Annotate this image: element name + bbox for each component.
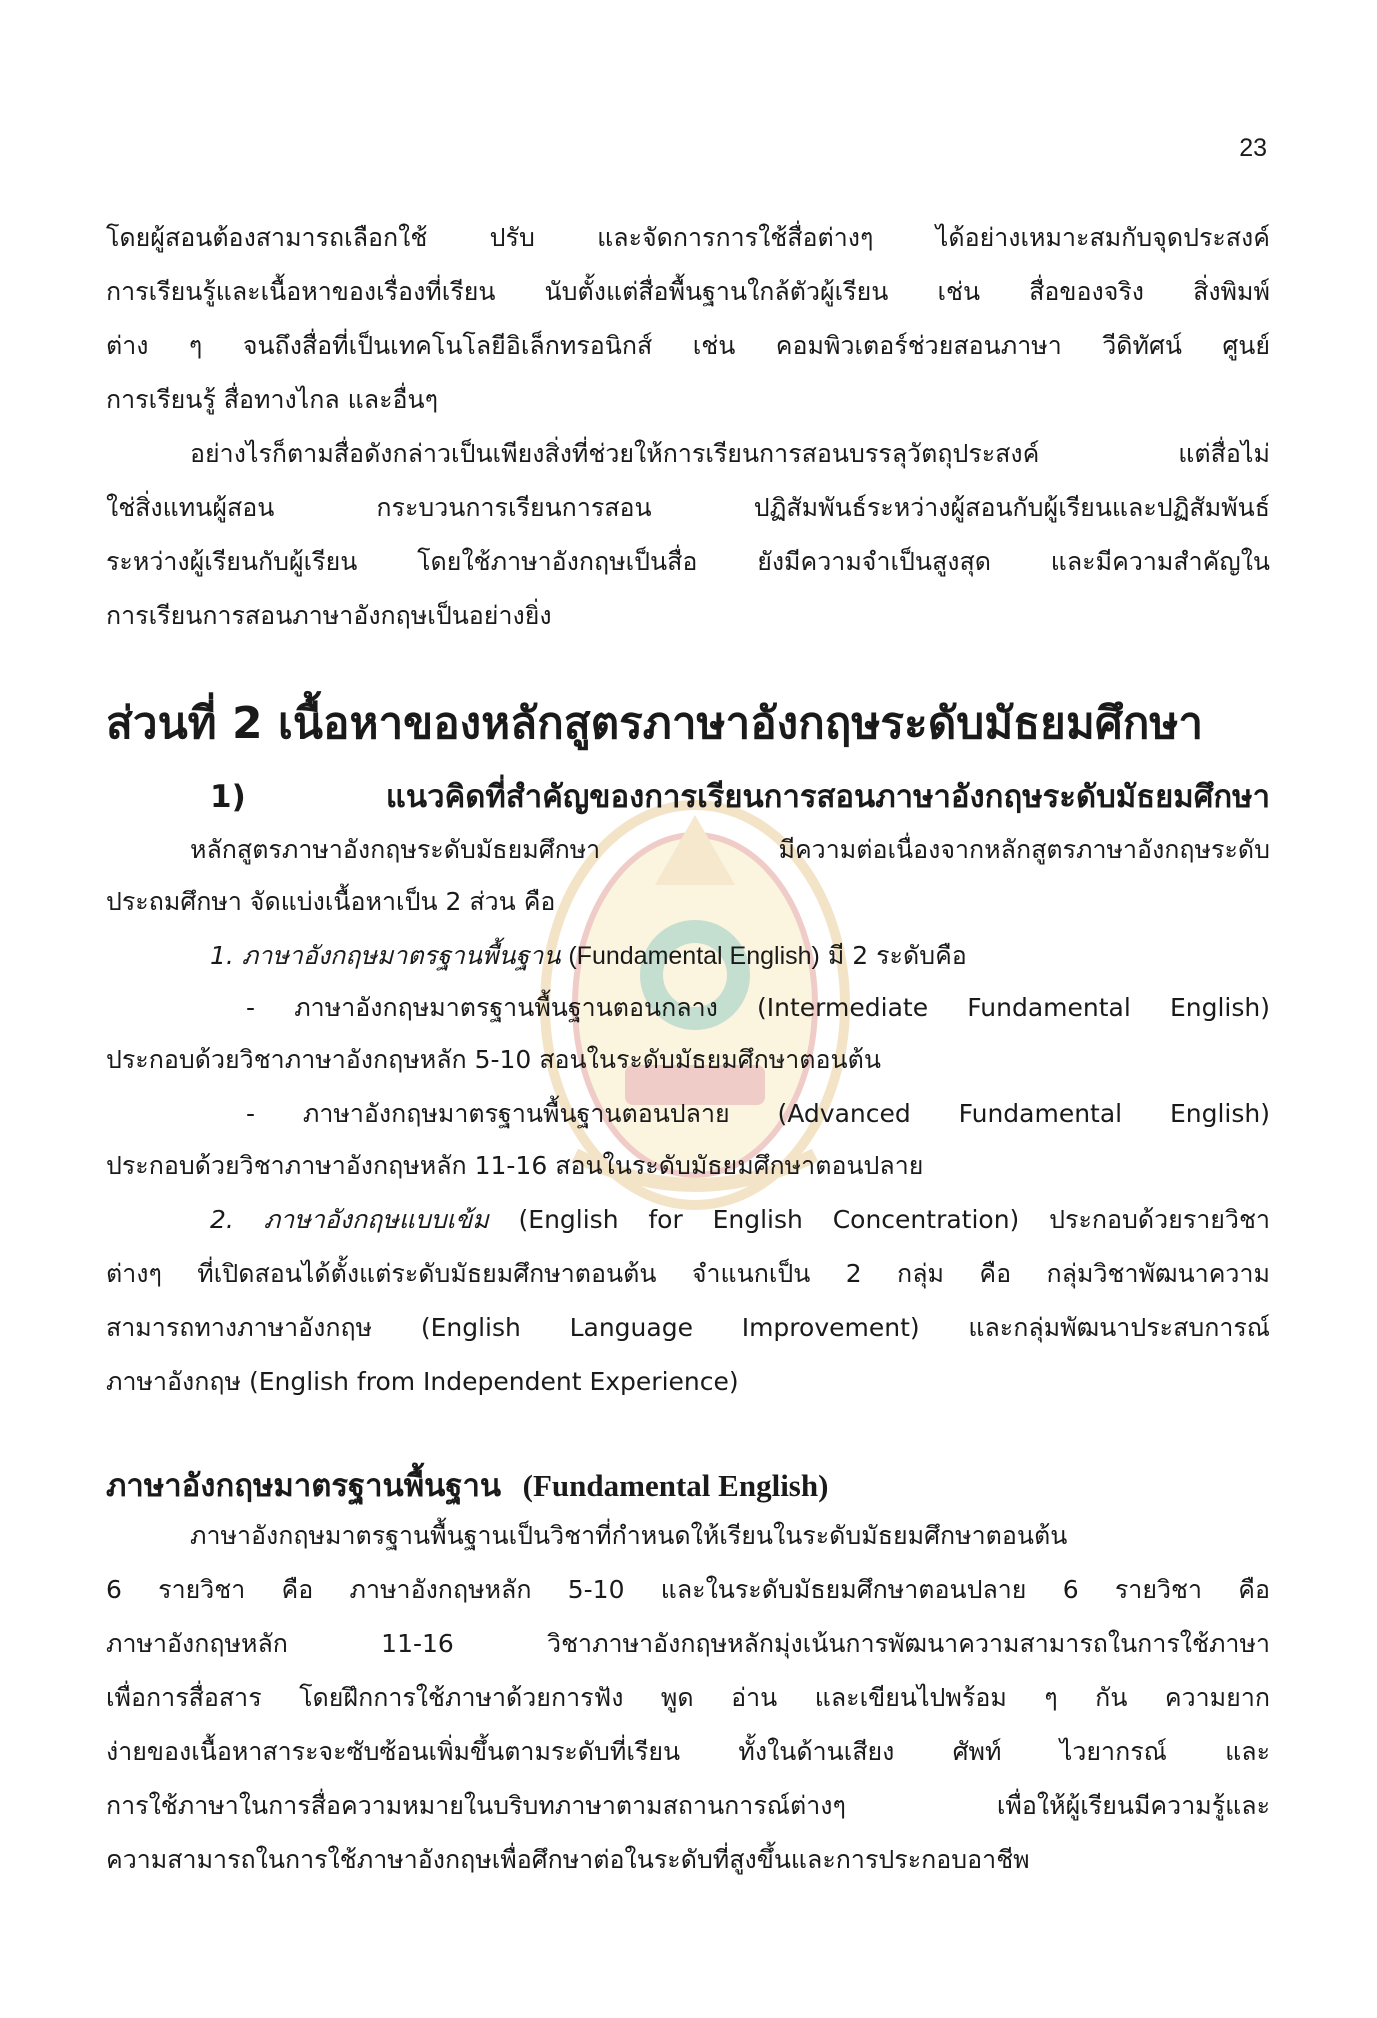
section-heading: ส่วนที่ 2 เนื้อหาของหลักสูตรภาษาอังกฤษระดับมัธยมศึกษา — [106, 698, 1204, 749]
item-title: 1. ภาษาอังกฤษมาตรฐานพื้นฐาน — [210, 941, 561, 970]
item-rest: มี 2 ระดับคือ — [827, 941, 967, 970]
heading-english: (Fundamental English) — [522, 1468, 829, 1503]
subheading: 1) แนวคิดที่สำคัญของการเรียนการสอนภาษาอังกฤษระดับมัธยมศึกษา — [210, 779, 1270, 815]
paragraph-line: ภาษาอังกฤษหลัก 11-16 วิชาภาษาอังกฤษหลักมุ่งเน้นการพัฒนาความสามารถในการใช้ภาษา — [106, 1629, 1270, 1658]
paragraph-line: การเรียนรู้และเนื้อหาของเรื่องที่เรียน นับตั้งแต่สื่อพื้นฐานใกล้ตัวผู้เรียน เช่น สื่อของจริง สิ่งพิมพ์ — [106, 277, 1270, 306]
list-item-2 — [210, 1202, 1270, 1238]
fundamental-english-heading — [106, 1460, 828, 1510]
paragraph-line: โดยผู้สอนต้องสามารถเลือกใช้ ปรับ และจัดการการใช้สื่อต่างๆ ได้อย่างเหมาะสมกับจุดประสงค์ — [106, 223, 1270, 252]
paragraph-line: การเรียนรู้ สื่อทางไกล และอื่นๆ — [106, 385, 439, 414]
paragraph-line: อย่างไรก็ตามสื่อดังกล่าวเป็นเพียงสิ่งที่ช่วยให้การเรียนการสอนบรรลุวัตถุประสงค์ แต่สื่อไม่ — [190, 439, 1270, 468]
paragraph-line: หลักสูตรภาษาอังกฤษระดับมัธยมศึกษา มีความต่อเนื่องจากหลักสูตรภาษาอังกฤษระดับ — [190, 835, 1270, 864]
paragraph-line: ประถมศึกษา จัดแบ่งเนื้อหาเป็น 2 ส่วน คือ — [106, 887, 556, 916]
sub-item-line: ประกอบด้วยวิชาภาษาอังกฤษหลัก 11-16 สอนในระดับมัธยมศึกษาตอนปลาย — [106, 1151, 924, 1180]
paragraph-line: ระหว่างผู้เรียนกับผู้เรียน โดยใช้ภาษาอังกฤษเป็นสื่อ ยังมีความจำเป็นสูงสุด และมีความสำคัญใน — [106, 547, 1270, 576]
sub-item-line: ประกอบด้วยวิชาภาษาอังกฤษหลัก 5-10 สอนในระดับมัธยมศึกษาตอนต้น — [106, 1045, 881, 1074]
paragraph-line: เพื่อการสื่อสาร โดยฝึกการใช้ภาษาด้วยการฟัง พูด อ่าน และเขียนไปพร้อม ๆ กัน ความยาก — [106, 1683, 1270, 1712]
paragraph-line: ความสามารถในการใช้ภาษาอังกฤษเพื่อศึกษาต่อในระดับที่สูงขึ้นและการประกอบอาชีพ — [106, 1845, 1030, 1874]
paragraph-line: การใช้ภาษาในการสื่อความหมายในบริบทภาษาตามสถานการณ์ต่างๆ เพื่อให้ผู้เรียนมีความรู้และ — [106, 1791, 1270, 1820]
sub-item-line: - ภาษาอังกฤษมาตรฐานพื้นฐานตอนปลาย (Advanced Fundamental English) — [246, 1099, 1270, 1128]
list-item-1 — [210, 938, 1270, 974]
paragraph-line: ภาษาอังกฤษมาตรฐานพื้นฐานเป็นวิชาที่กำหนดให้เรียนในระดับมัธยมศึกษาตอนต้น — [190, 1521, 1068, 1550]
paragraph-line: ภาษาอังกฤษ (English from Independent Experience) — [106, 1367, 739, 1396]
item-title-en: (Fundamental English) — [568, 942, 820, 970]
paragraph-line: การเรียนการสอนภาษาอังกฤษเป็นอย่างยิ่ง — [106, 601, 552, 630]
item-rest: (English for English Concentration) ประกอบด้วยรายวิชา — [518, 1205, 1270, 1234]
paragraph-line: 6 รายวิชา คือ ภาษาอังกฤษหลัก 5-10 และในระดับมัธยมศึกษาตอนปลาย 6 รายวิชา คือ — [106, 1575, 1270, 1604]
heading-thai: ภาษาอังกฤษมาตรฐานพื้นฐาน — [106, 1468, 502, 1504]
paragraph-line: ต่าง ๆ จนถึงสื่อที่เป็นเทคโนโลยีอิเล็กทรอนิกส์ เช่น คอมพิวเตอร์ช่วยสอนภาษา วีดิทัศน์ ศูนย์ — [106, 331, 1270, 360]
sub-item-line: - ภาษาอังกฤษมาตรฐานพื้นฐานตอนกลาง (Intermediate Fundamental English) — [246, 993, 1270, 1022]
page-number: 23 — [1239, 134, 1267, 162]
item-title: 2. ภาษาอังกฤษแบบเข้ม — [210, 1205, 489, 1234]
paragraph-line: ใช่สิ่งแทนผู้สอน กระบวนการเรียนการสอน ปฏิสัมพันธ์ระหว่างผู้สอนกับผู้เรียนและปฏิสัมพันธ์ — [106, 493, 1270, 522]
paragraph-line: ง่ายของเนื้อหาสาระจะซับซ้อนเพิ่มขึ้นตามระดับที่เรียน ทั้งในด้านเสียง ศัพท์ ไวยากรณ์ และ — [106, 1737, 1270, 1766]
paragraph-line: สามารถทางภาษาอังกฤษ (English Language Improvement) และกลุ่มพัฒนาประสบการณ์ — [106, 1313, 1270, 1342]
paragraph-line: ต่างๆ ที่เปิดสอนได้ตั้งแต่ระดับมัธยมศึกษาตอนต้น จำแนกเป็น 2 กลุ่ม คือ กลุ่มวิชาพัฒนาความ — [106, 1259, 1270, 1288]
